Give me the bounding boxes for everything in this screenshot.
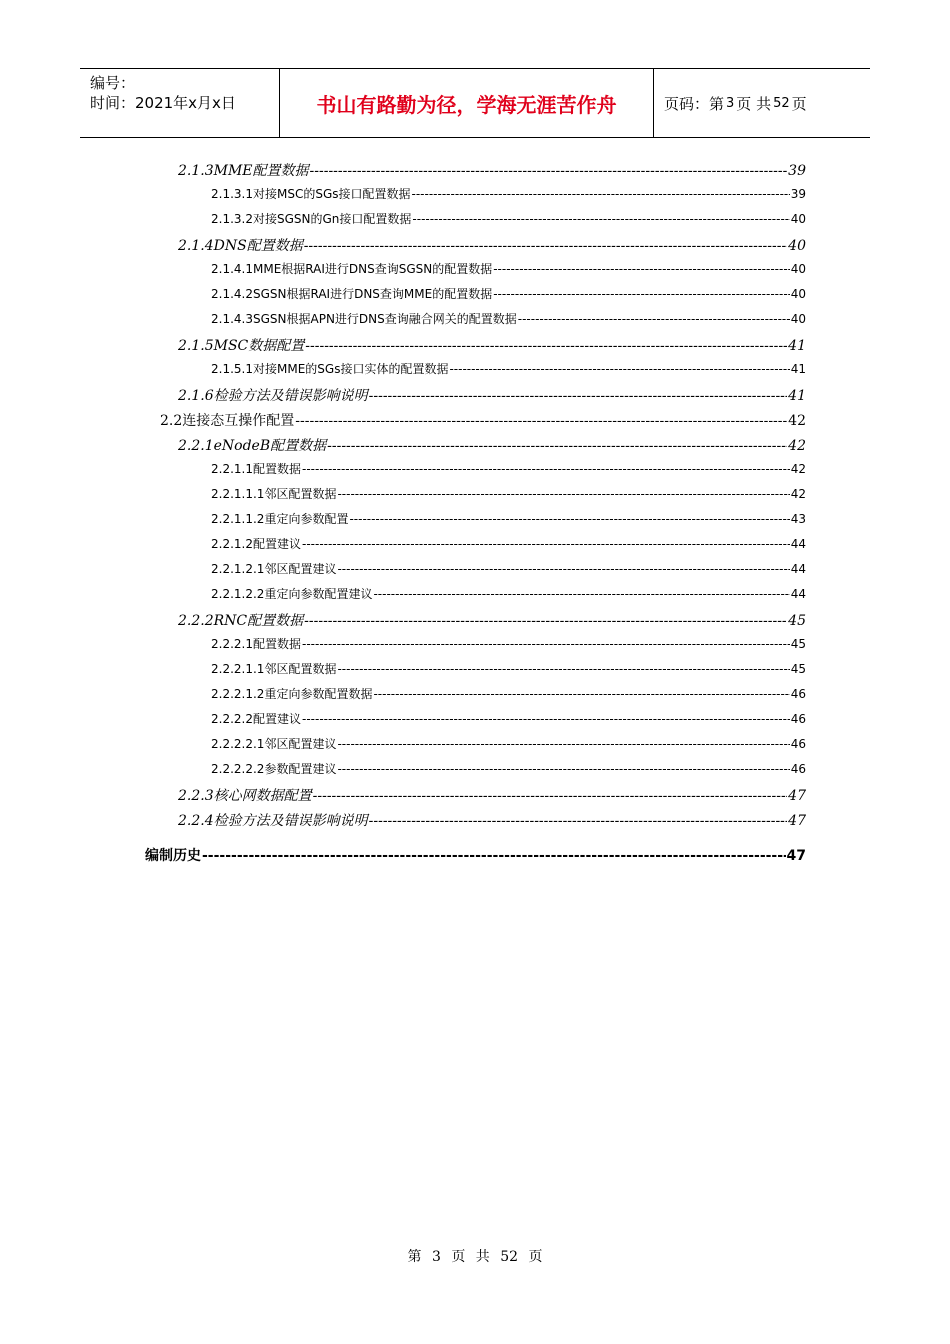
- toc-entry[interactable]: [211, 260, 806, 277]
- toc-leader-dots: [337, 762, 789, 776]
- toc-entry-title: 参数配置建议: [264, 762, 337, 776]
- toc-entry-number: 2.2.2.2: [211, 712, 253, 726]
- toc-entry[interactable]: [145, 845, 806, 865]
- toc-entry-page: 41: [788, 338, 806, 354]
- toc-entry-page: 46: [790, 737, 806, 751]
- toc-entry[interactable]: [178, 810, 806, 830]
- toc-leader-dots: [349, 512, 789, 526]
- toc-leader-dots: [202, 848, 786, 864]
- toc-leader-dots: [337, 737, 789, 751]
- toc-entry-title: 对接SGSN的Gn接口配置数据: [252, 212, 412, 226]
- toc-entry-page: 42: [788, 413, 806, 429]
- toc-leader-dots: [493, 262, 790, 276]
- toc-entry-number: 2.2.2.2.1: [211, 737, 265, 751]
- toc-entry-title: 重定向参数配置建议: [264, 587, 373, 601]
- toc-entry-title: MSC数据配置: [213, 338, 305, 354]
- page-header: [80, 68, 870, 138]
- toc-leader-dots: [373, 687, 789, 701]
- toc-leader-dots: [295, 413, 787, 429]
- toc-entry-title: MME根据RAI进行DNS查询SGSN的配置数据: [252, 262, 493, 276]
- toc-entry-page: 42: [790, 462, 806, 476]
- header-page-current: 3: [726, 95, 735, 111]
- toc-entry-number: 2.2.2.1: [211, 637, 253, 651]
- header-slogan: 书山有路勤为径，学海无涯苦作舟: [280, 69, 654, 137]
- toc-entry[interactable]: [178, 785, 806, 805]
- toc-entry[interactable]: [178, 435, 806, 455]
- toc-entry-title: SGSN根据RAI进行DNS查询MME的配置数据: [252, 287, 493, 301]
- toc-entry-number: 2.2.1.1.2: [211, 512, 265, 526]
- toc-entry[interactable]: [211, 510, 806, 527]
- toc-entry[interactable]: [178, 335, 806, 355]
- toc-entry-page: 39: [788, 163, 806, 179]
- header-time-label: 时间：2021年x月x日: [90, 94, 236, 112]
- toc-entry[interactable]: [211, 560, 806, 577]
- toc-entry-number: 2.1.3.2: [211, 212, 253, 226]
- toc-entry[interactable]: [211, 460, 806, 477]
- toc-entry-page: 45: [790, 662, 806, 676]
- toc-entry-number: 2.2.2.1.2: [211, 687, 265, 701]
- toc-entry-number: 2.1.6: [178, 388, 214, 404]
- toc-entry-page: 40: [788, 238, 806, 254]
- footer-current: 3: [431, 1249, 441, 1265]
- toc-entry-number: 2.2.1: [178, 438, 214, 454]
- toc-entry-title: 核心网数据配置: [213, 788, 312, 804]
- toc-entry-page: 47: [788, 788, 806, 804]
- toc-entry-title: 对接MSC的SGs接口配置数据: [252, 187, 411, 201]
- toc-entry-number: 2.1.5.1: [211, 362, 253, 376]
- header-page-prefix: 页码：第: [664, 94, 725, 113]
- toc-entry-title: 邻区配置数据: [264, 662, 337, 676]
- toc-leader-dots: [412, 187, 790, 201]
- toc-leader-dots: [337, 487, 789, 501]
- toc-entry-page: 46: [790, 762, 806, 776]
- toc-entry-number: 2.2.2.1.1: [211, 662, 265, 676]
- toc-leader-dots: [313, 788, 788, 804]
- toc-entry[interactable]: [211, 660, 806, 677]
- toc-entry-page: 40: [790, 212, 806, 226]
- toc-leader-dots: [327, 438, 787, 454]
- toc-entry[interactable]: [160, 410, 806, 430]
- toc-entry-number: 2.2.1.2.1: [211, 562, 265, 576]
- toc-leader-dots: [493, 287, 790, 301]
- toc-entry-title: 配置建议: [252, 537, 301, 551]
- toc-entry-page: 40: [790, 262, 806, 276]
- footer-prefix: 第: [407, 1249, 422, 1265]
- toc-entry-page: 44: [790, 587, 806, 601]
- toc-leader-dots: [449, 362, 789, 376]
- toc-entry-number: 2.2.2.2.2: [211, 762, 265, 776]
- header-page-mid: 页 共: [736, 94, 772, 113]
- toc-entry[interactable]: [211, 185, 806, 202]
- toc-entry-title: 连接态互操作配置: [182, 413, 295, 429]
- toc-leader-dots: [304, 238, 787, 254]
- toc-entry-number: 2.2.2: [178, 613, 214, 629]
- toc-entry-title: 检验方法及错误影响说明: [213, 388, 368, 404]
- toc-entry[interactable]: [211, 735, 806, 752]
- toc-entry-title: 配置建议: [252, 712, 301, 726]
- toc-entry-title: 配置数据: [252, 462, 301, 476]
- toc-leader-dots: [304, 613, 787, 629]
- toc-entry[interactable]: [211, 210, 806, 227]
- toc-entry-number: 2.2: [160, 413, 183, 429]
- toc-entry-title: 配置数据: [252, 637, 301, 651]
- toc-entry-page: 42: [790, 487, 806, 501]
- toc-entry-page: 39: [790, 187, 806, 201]
- toc-entry-number: 2.2.1.2: [211, 537, 253, 551]
- toc-leader-dots: [369, 813, 788, 829]
- footer-total: 52: [500, 1249, 519, 1265]
- toc-entry[interactable]: [178, 235, 806, 255]
- toc-entry-page: 44: [790, 562, 806, 576]
- toc-entry-title: 邻区配置建议: [264, 562, 337, 576]
- toc-entry-number: 2.1.3: [178, 163, 214, 179]
- footer-mid2: 共: [475, 1249, 490, 1265]
- toc-leader-dots: [302, 462, 790, 476]
- toc-entry-title: 编制历史: [145, 848, 201, 864]
- toc-entry[interactable]: [178, 610, 806, 630]
- toc-entry-page: 43: [790, 512, 806, 526]
- toc-entry-title: DNS配置数据: [213, 238, 303, 254]
- header-number-label: 编号：: [90, 74, 136, 92]
- toc-leader-dots: [310, 163, 788, 179]
- toc-entry[interactable]: [211, 285, 806, 302]
- toc-entry-title: 对接MME的SGs接口实体的配置数据: [252, 362, 449, 376]
- toc-leader-dots: [302, 537, 790, 551]
- toc-entry[interactable]: [211, 360, 806, 377]
- toc-entry-title: 邻区配置建议: [264, 737, 337, 751]
- header-page-suffix: 页: [791, 94, 807, 113]
- toc-entry-number: 2.1.3.1: [211, 187, 253, 201]
- toc-leader-dots: [518, 312, 790, 326]
- toc-entry[interactable]: [178, 160, 806, 180]
- toc-entry[interactable]: [211, 760, 806, 777]
- toc-entry-number: 2.1.4.1: [211, 262, 253, 276]
- toc-entry-page: 44: [790, 537, 806, 551]
- toc-entry-number: 2.2.4: [178, 813, 214, 829]
- toc-entry-title: 重定向参数配置: [264, 512, 349, 526]
- toc-entry[interactable]: [211, 310, 806, 327]
- toc-entry-number: 2.2.3: [178, 788, 214, 804]
- toc-entry-number: 2.1.4.2: [211, 287, 253, 301]
- header-page-total: 52: [773, 95, 790, 111]
- toc-entry-page: 47: [786, 848, 806, 864]
- toc-entry[interactable]: [211, 685, 806, 702]
- toc-entry-title: 邻区配置数据: [264, 487, 337, 501]
- toc-entry-page: 45: [790, 637, 806, 651]
- toc-leader-dots: [369, 388, 788, 404]
- toc-entry-page: 41: [788, 388, 806, 404]
- toc-entry-number: 2.2.1.1: [211, 462, 253, 476]
- toc-entry[interactable]: [178, 385, 806, 405]
- toc-entry-number: 2.2.1.1.1: [211, 487, 265, 501]
- toc-leader-dots: [305, 338, 787, 354]
- toc-entry-page: 42: [788, 438, 806, 454]
- toc-entry-number: 2.1.5: [178, 338, 214, 354]
- toc-entry-page: 40: [790, 287, 806, 301]
- toc-leader-dots: [337, 662, 789, 676]
- footer-mid1: 页: [451, 1249, 466, 1265]
- toc-entry-number: 2.1.4.3: [211, 312, 253, 326]
- toc-entry-title: RNC配置数据: [213, 613, 304, 629]
- toc-leader-dots: [302, 637, 790, 651]
- toc-entry-title: 重定向参数配置数据: [264, 687, 373, 701]
- toc-entry[interactable]: [211, 485, 806, 502]
- toc-entry-number: 2.1.4: [178, 238, 214, 254]
- toc-entry-number: 2.2.1.2.2: [211, 587, 265, 601]
- toc-entry-page: 47: [788, 813, 806, 829]
- toc-entry-title: MME配置数据: [213, 163, 309, 179]
- toc-leader-dots: [412, 212, 789, 226]
- toc-entry[interactable]: [211, 710, 806, 727]
- toc-entry-title: SGSN根据APN进行DNS查询融合网关的配置数据: [252, 312, 517, 326]
- toc-entry-page: 46: [790, 687, 806, 701]
- toc-leader-dots: [337, 562, 789, 576]
- toc-leader-dots: [373, 587, 789, 601]
- toc-entry-title: 检验方法及错误影响说明: [213, 813, 368, 829]
- toc-entry-page: 41: [790, 362, 806, 376]
- toc-entry[interactable]: [211, 585, 806, 602]
- toc-entry-title: eNodeB配置数据: [213, 438, 327, 454]
- toc-entry[interactable]: [211, 535, 806, 552]
- footer-suffix: 页: [528, 1249, 543, 1265]
- toc-entry-page: 45: [788, 613, 806, 629]
- toc-entry-page: 40: [790, 312, 806, 326]
- toc-entry-page: 46: [790, 712, 806, 726]
- page-footer: [0, 1246, 950, 1266]
- toc-entry[interactable]: [211, 635, 806, 652]
- header-page-info: [654, 69, 870, 137]
- header-meta: [80, 69, 280, 137]
- toc-leader-dots: [302, 712, 790, 726]
